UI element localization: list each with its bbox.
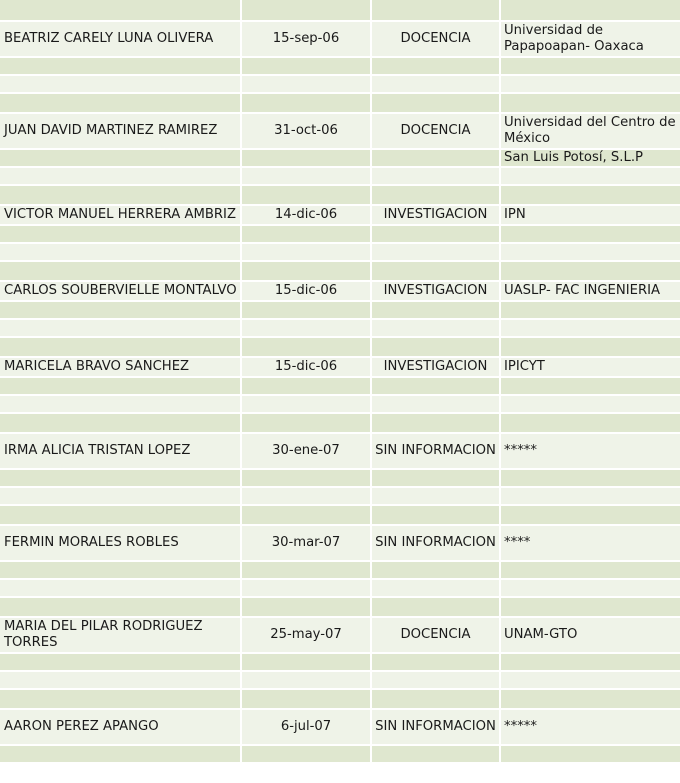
table-row — [0, 710, 680, 744]
institution-cell — [501, 378, 680, 394]
person-name-cell — [0, 76, 240, 92]
person-name-cell — [0, 168, 240, 184]
institution-cell — [501, 580, 680, 596]
institution-cell: IPN — [501, 206, 680, 224]
person-name-cell — [0, 226, 240, 242]
activity-cell: INVESTIGACION — [372, 358, 499, 376]
table-row — [0, 320, 680, 336]
activity-cell: SIN INFORMACION — [372, 710, 499, 744]
activity-cell — [372, 0, 499, 20]
table-row — [0, 746, 680, 762]
table-row — [0, 526, 680, 560]
person-name-cell — [0, 262, 240, 280]
table-row — [0, 414, 680, 432]
institution-cell — [501, 506, 680, 524]
person-name-cell — [0, 672, 240, 688]
date-cell — [242, 186, 370, 204]
institution-cell — [501, 488, 680, 504]
person-name-cell: FERMIN MORALES ROBLES — [0, 526, 240, 560]
person-name-cell — [0, 58, 240, 74]
date-cell — [242, 94, 370, 112]
table-row — [0, 262, 680, 280]
date-cell — [242, 302, 370, 318]
date-cell — [242, 506, 370, 524]
date-cell: 15-dic-06 — [242, 282, 370, 300]
institution-cell — [501, 302, 680, 318]
date-cell — [242, 320, 370, 336]
date-cell — [242, 470, 370, 486]
date-cell — [242, 746, 370, 762]
institution-cell: UNAM-GTO — [501, 618, 680, 652]
table-row — [0, 302, 680, 318]
date-cell — [242, 58, 370, 74]
activity-cell — [372, 262, 499, 280]
person-name-cell — [0, 150, 240, 166]
table-row — [0, 150, 680, 166]
person-name-cell: JUAN DAVID MARTINEZ RAMIREZ — [0, 114, 240, 148]
table-row — [0, 434, 680, 468]
institution-cell: San Luis Potosí, S.L.P — [501, 150, 680, 166]
date-cell — [242, 378, 370, 394]
institution-cell — [501, 168, 680, 184]
table-row — [0, 378, 680, 394]
table-row — [0, 22, 680, 56]
date-cell: 31-oct-06 — [242, 114, 370, 148]
person-name-cell — [0, 94, 240, 112]
table-row — [0, 168, 680, 184]
person-name-cell — [0, 414, 240, 432]
date-cell — [242, 396, 370, 412]
person-name-cell: AARON PEREZ APANGO — [0, 710, 240, 744]
activity-cell — [372, 598, 499, 616]
date-cell — [242, 76, 370, 92]
institution-cell: Universidad del Centro de México — [501, 114, 680, 148]
table-row — [0, 226, 680, 242]
person-name-cell — [0, 690, 240, 708]
institution-cell — [501, 746, 680, 762]
person-name-cell: CARLOS SOUBERVIELLE MONTALVO — [0, 282, 240, 300]
institution-cell: UASLP- FAC INGENIERIA — [501, 282, 680, 300]
table-row — [0, 76, 680, 92]
activity-cell — [372, 506, 499, 524]
table-row — [0, 690, 680, 708]
date-cell — [242, 168, 370, 184]
table-row — [0, 618, 680, 652]
date-cell — [242, 598, 370, 616]
activity-cell — [372, 396, 499, 412]
person-name-cell: MARIA DEL PILAR RODRIGUEZ TORRES — [0, 618, 240, 652]
activity-cell — [372, 186, 499, 204]
institution-cell — [501, 244, 680, 260]
person-name-cell — [0, 338, 240, 356]
institution-cell — [501, 320, 680, 336]
table-row — [0, 244, 680, 260]
date-cell — [242, 654, 370, 670]
table-row — [0, 562, 680, 578]
institution-cell: ***** — [501, 710, 680, 744]
table-row — [0, 338, 680, 356]
person-name-cell — [0, 562, 240, 578]
activity-cell — [372, 320, 499, 336]
date-cell: 30-mar-07 — [242, 526, 370, 560]
activity-cell: DOCENCIA — [372, 114, 499, 148]
person-name-cell — [0, 506, 240, 524]
institution-cell — [501, 226, 680, 242]
date-cell — [242, 262, 370, 280]
person-name-cell: VICTOR MANUEL HERRERA AMBRIZ — [0, 206, 240, 224]
institution-cell — [501, 76, 680, 92]
person-name-cell — [0, 598, 240, 616]
date-cell: 25-may-07 — [242, 618, 370, 652]
activity-cell — [372, 338, 499, 356]
table-row — [0, 0, 680, 20]
activity-cell — [372, 94, 499, 112]
activity-cell — [372, 168, 499, 184]
date-cell — [242, 580, 370, 596]
person-name-cell — [0, 470, 240, 486]
activity-cell — [372, 488, 499, 504]
table-row — [0, 672, 680, 688]
institution-cell — [501, 654, 680, 670]
institution-cell — [501, 414, 680, 432]
activity-cell — [372, 58, 499, 74]
table-row — [0, 580, 680, 596]
activity-cell — [372, 746, 499, 762]
table-row — [0, 470, 680, 486]
activity-cell — [372, 672, 499, 688]
date-cell: 14-dic-06 — [242, 206, 370, 224]
person-name-cell: BEATRIZ CARELY LUNA OLIVERA — [0, 22, 240, 56]
table-row — [0, 206, 680, 224]
person-name-cell — [0, 302, 240, 318]
institution-cell: Universidad de Papapoapan- Oaxaca — [501, 22, 680, 56]
date-cell: 15-dic-06 — [242, 358, 370, 376]
activity-cell — [372, 690, 499, 708]
activity-cell — [372, 562, 499, 578]
table-row — [0, 358, 680, 376]
activity-cell — [372, 302, 499, 318]
person-name-cell: MARICELA BRAVO SANCHEZ — [0, 358, 240, 376]
activity-cell — [372, 150, 499, 166]
person-name-cell: IRMA ALICIA TRISTAN LOPEZ — [0, 434, 240, 468]
institution-cell — [501, 58, 680, 74]
table-row — [0, 94, 680, 112]
institution-cell — [501, 598, 680, 616]
person-name-cell — [0, 186, 240, 204]
date-cell — [242, 244, 370, 260]
activity-cell: DOCENCIA — [372, 22, 499, 56]
date-cell — [242, 0, 370, 20]
activity-cell — [372, 580, 499, 596]
activity-cell: SIN INFORMACION — [372, 526, 499, 560]
table-row — [0, 488, 680, 504]
date-cell — [242, 226, 370, 242]
date-cell — [242, 690, 370, 708]
institution-cell — [501, 470, 680, 486]
institution-cell — [501, 690, 680, 708]
date-cell: 6-jul-07 — [242, 710, 370, 744]
person-name-cell — [0, 746, 240, 762]
person-name-cell — [0, 378, 240, 394]
table-row — [0, 114, 680, 148]
table-row — [0, 186, 680, 204]
institution-cell: **** — [501, 526, 680, 560]
person-name-cell — [0, 488, 240, 504]
date-cell — [242, 150, 370, 166]
activity-cell: INVESTIGACION — [372, 206, 499, 224]
person-name-cell — [0, 654, 240, 670]
date-cell — [242, 672, 370, 688]
date-cell — [242, 338, 370, 356]
activity-cell: SIN INFORMACION — [372, 434, 499, 468]
institution-cell — [501, 338, 680, 356]
date-cell: 15-sep-06 — [242, 22, 370, 56]
activity-cell — [372, 244, 499, 260]
table-row — [0, 58, 680, 74]
activity-cell — [372, 378, 499, 394]
person-name-cell — [0, 396, 240, 412]
date-cell — [242, 488, 370, 504]
institution-cell: IPICYT — [501, 358, 680, 376]
activity-cell — [372, 76, 499, 92]
date-cell — [242, 414, 370, 432]
activity-cell — [372, 414, 499, 432]
table-row — [0, 654, 680, 670]
activity-cell — [372, 226, 499, 242]
activity-cell — [372, 470, 499, 486]
activity-cell: DOCENCIA — [372, 618, 499, 652]
table-row — [0, 506, 680, 524]
institution-cell — [501, 672, 680, 688]
table-row — [0, 396, 680, 412]
person-name-cell — [0, 580, 240, 596]
person-name-cell — [0, 0, 240, 20]
institution-cell — [501, 186, 680, 204]
table-row — [0, 598, 680, 616]
activity-cell — [372, 654, 499, 670]
institution-cell — [501, 562, 680, 578]
table-row — [0, 282, 680, 300]
date-cell — [242, 562, 370, 578]
institution-cell: ***** — [501, 434, 680, 468]
institution-cell — [501, 94, 680, 112]
person-name-cell — [0, 320, 240, 336]
person-name-cell — [0, 244, 240, 260]
date-cell: 30-ene-07 — [242, 434, 370, 468]
institution-cell — [501, 0, 680, 20]
institution-cell — [501, 262, 680, 280]
institution-cell — [501, 396, 680, 412]
activity-cell: INVESTIGACION — [372, 282, 499, 300]
